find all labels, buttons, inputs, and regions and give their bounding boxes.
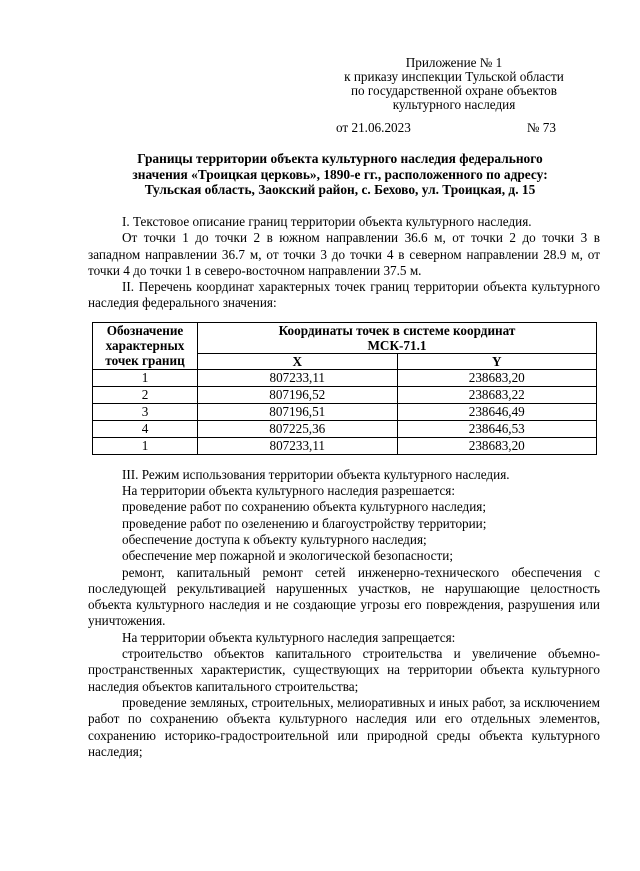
col-y-header: Y — [397, 353, 597, 369]
cell-point: 1 — [93, 437, 198, 454]
table-row — [93, 437, 597, 454]
cell-x: 807196,52 — [198, 386, 398, 403]
coordinates-group-header — [198, 322, 597, 353]
allowed-item: ремонт, капитальный ремонт сетей инженерно-технического обеспечения с последующей рекультивацией нарушенных участков, не нарушающие целостность объекта культурного наследия и не создающие угрозы его повреждения, разрушения или уничтожения. — [88, 564, 600, 629]
title-line: Тульская область, Заокский район, с. Бехово, ул. Троицкая, д. 15 — [144, 182, 536, 197]
allowed-item: обеспечение доступа к объекту культурного наследия; — [122, 531, 427, 547]
cell-y: 238683,22 — [397, 386, 597, 403]
table-row — [93, 369, 597, 386]
order-number: № 73 — [526, 120, 556, 135]
appendix-line: культурного наследия — [392, 97, 516, 112]
col-x-header: X — [198, 353, 398, 369]
allowed-item: проведение работ по сохранению объекта культурного наследия; — [122, 499, 487, 515]
coordinates-table — [92, 322, 597, 455]
cell-point: 1 — [93, 369, 198, 386]
title-line: значения «Троицкая церковь», 1890-е гг., расположенного по адресу: — [132, 166, 548, 182]
cell-y: 238683,20 — [397, 369, 597, 386]
forbidden-intro: На территории объекта культурного наследия запрещается: — [122, 629, 456, 645]
allowed-intro: На территории объекта культурного наследия разрешается: — [122, 483, 456, 499]
appendix-header — [314, 56, 594, 112]
cell-x: 807196,51 — [198, 403, 398, 420]
forbidden-item: строительство объектов капитального строительства и увеличение объемно-пространственных характеристик, существующих на территории объекта культурного наследия объектов капитального строительства; — [88, 646, 600, 694]
cell-x: 807233,11 — [198, 437, 398, 454]
cell-point: 2 — [93, 386, 198, 403]
section1-text: От точки 1 до точки 2 в южном направлении 36.6 м, от точки 2 до точки 3 в западном направлении 36.7 м, от точки 3 до точки 4 в северном направлении 28.9 м, от точки 4 до точки 1 в северо-восточном направлении 37.5 м. — [88, 230, 600, 278]
cell-y: 238646,53 — [397, 420, 597, 437]
allowed-item: обеспечение мер пожарной и экологической безопасности; — [122, 548, 453, 564]
col-point-header: Обозначение характерных точек границ — [93, 322, 198, 369]
cell-y: 238683,20 — [397, 437, 597, 454]
section3-heading: III. Режим использования территории объекта культурного наследия. — [122, 466, 510, 482]
section1-heading: I. Текстовое описание границ территории объекта культурного наследия. — [122, 214, 532, 229]
cell-point: 4 — [93, 420, 198, 437]
cell-y: 238646,49 — [397, 403, 597, 420]
appendix-line: к приказу инспекции Тульской области — [344, 69, 564, 84]
cell-x: 807233,11 — [198, 369, 398, 386]
order-date-line — [336, 120, 556, 136]
group-header-line: Координаты точек в системе координат — [278, 322, 516, 338]
table-row — [93, 403, 597, 420]
table-row — [93, 420, 597, 437]
appendix-line: Приложение № 1 — [405, 55, 503, 70]
allowed-item: проведение работ по озеленению и благоустройству территории; — [122, 515, 487, 531]
order-date: от 21.06.2023 — [336, 120, 411, 135]
document-title — [60, 151, 620, 198]
section2-heading: II. Перечень координат характерных точек границ территории объекта культурного наследия федерального значения: — [88, 279, 600, 311]
document-body — [88, 214, 600, 760]
group-header-line: МСК-71.1 — [367, 337, 427, 353]
appendix-line: по государственной охране объектов — [350, 83, 558, 98]
cell-point: 3 — [93, 403, 198, 420]
forbidden-item: проведение земляных, строительных, мелиоративных и иных работ, за исключением работ по сохранению объекта культурного наследия или его отдельных элементов, сохранению историко-градостроительной или природной среды объекта культурного наследия; — [88, 694, 600, 759]
table-row — [93, 386, 597, 403]
cell-x: 807225,36 — [198, 420, 398, 437]
title-line: Границы территории объекта культурного наследия федерального — [137, 151, 543, 166]
